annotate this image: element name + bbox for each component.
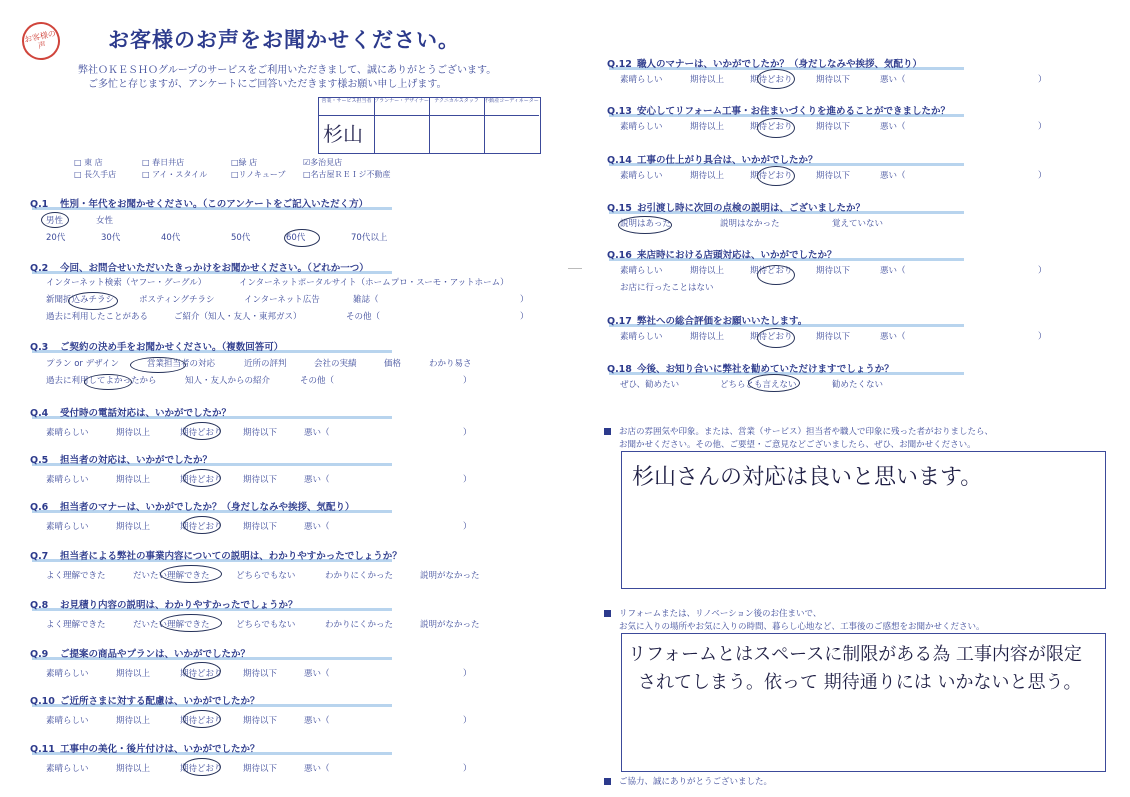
question-q8 <box>30 597 298 611</box>
answer-circle-mark <box>748 374 800 392</box>
question-q6 <box>30 499 355 513</box>
option[interactable]: 男性 <box>46 216 64 226</box>
question-number: Q.17 <box>607 316 632 327</box>
question-text: 担当者による弊社の事業内容についての説明は、わかりやすかったでしょうか？ <box>60 551 402 562</box>
question-text: 職人のマナーは、いかがでしたか？（身だしなみや挨拶、気配り） <box>637 59 923 70</box>
option-paren-close: ） <box>520 295 529 305</box>
comment2-answer-line1: リフォームとはスペースに制限がある為 工事内容が限定 <box>628 644 1082 665</box>
question-number: Q.5 <box>30 455 49 466</box>
option[interactable]: 営業担当者の対応 <box>147 359 216 369</box>
answer-circle-mark <box>160 565 222 583</box>
option[interactable]: 素晴らしい <box>46 716 89 726</box>
option[interactable]: 期待どおり <box>180 716 223 726</box>
option-paren-close: ） <box>463 376 472 386</box>
comment1-label-2: お聞かせください。その他、ご要望・ご意見などございましたら、ぜひ、お聞かせください。 <box>619 440 976 450</box>
option[interactable]: 雑誌（ <box>353 295 379 305</box>
option[interactable]: 期待どおり <box>750 171 793 181</box>
option[interactable]: 悪い（ <box>304 669 330 679</box>
option[interactable]: 70代以上 <box>351 233 388 243</box>
option[interactable]: 期待以上 <box>116 475 151 485</box>
option[interactable]: 期待以下 <box>816 332 851 342</box>
option[interactable]: 勧めたくない <box>832 380 884 390</box>
option[interactable]: 説明がなかった <box>420 620 480 630</box>
option[interactable]: 説明がなかった <box>420 571 480 581</box>
answer-circle-mark <box>757 69 795 89</box>
answer-circle-mark <box>183 516 221 534</box>
option[interactable]: よく理解できた <box>46 571 106 581</box>
option[interactable]: 期待以下 <box>816 122 851 132</box>
option-paren-close: ） <box>1038 266 1047 276</box>
option[interactable]: 20代 <box>46 233 66 243</box>
option[interactable]: 素晴らしい <box>620 332 663 342</box>
option[interactable]: 期待以下 <box>243 475 278 485</box>
option[interactable]: 悪い（ <box>304 764 330 774</box>
answer-circle-mark <box>183 422 221 440</box>
option[interactable]: 期待どおり <box>180 522 223 532</box>
intro-line-1: 弊社ＯＫＥＳＨＯグループのサービスをご利用いただきまして、誠にありがとうございます。 <box>78 65 497 76</box>
option[interactable]: 覚えていない <box>832 219 884 229</box>
question-text: 受付時の電話対応は、いかがでしたか？ <box>60 408 232 419</box>
question-q5 <box>30 452 212 466</box>
option[interactable]: 期待以上 <box>116 669 151 679</box>
question-number: Q.7 <box>30 551 49 562</box>
option[interactable]: 期待以下 <box>243 764 278 774</box>
option[interactable]: よく理解できた <box>46 620 106 630</box>
staff-header: 営業・サービス担当者 <box>319 98 374 116</box>
option[interactable]: 期待以下 <box>243 669 278 679</box>
question-q9 <box>30 646 250 660</box>
option-paren-close: ） <box>1038 122 1047 132</box>
answer-circle-mark <box>284 229 320 247</box>
option[interactable]: 悪い（ <box>304 716 330 726</box>
option[interactable]: わかりにくかった <box>325 571 394 581</box>
option[interactable]: 期待どおり <box>750 75 793 85</box>
seal-stamp: お客様の声 <box>18 18 63 63</box>
answer-circle-mark <box>183 758 221 776</box>
question-number: Q.3 <box>30 342 49 353</box>
answer-circle-mark <box>68 292 118 310</box>
question-q3 <box>30 339 283 353</box>
closing-text: ご協力、誠にありがとうございました。 <box>604 775 772 787</box>
question-text: 弊社への総合評価をお願いいたします。 <box>637 316 808 327</box>
question-number: Q.10 <box>30 696 55 707</box>
option[interactable]: 60代 <box>286 233 306 243</box>
option-paren-close: ） <box>1038 75 1047 85</box>
comment2-label: リフォームまたは、リノベーション後のお住まいで、 <box>604 607 821 619</box>
question-text: 工事の仕上がり具合は、いかがでしたか？ <box>637 155 818 166</box>
answer-circle-mark <box>41 212 69 228</box>
option[interactable]: 説明はあった <box>620 219 671 229</box>
question-text: 今後、お知り合いに弊社を勧めていただけますでしょうか？ <box>637 364 894 375</box>
option[interactable]: 価格 <box>384 359 402 369</box>
option[interactable]: だいたい理解できた <box>133 571 210 581</box>
option[interactable]: 素晴らしい <box>620 75 663 85</box>
question-text: ご提案の商品やプランは、いかがでしたか？ <box>60 649 251 660</box>
option[interactable]: 期待どおり <box>750 332 793 342</box>
comment2-answer-line2: されてしまう。依って 期待通りには いかないと思う。 <box>638 672 1082 693</box>
question-q17 <box>607 313 807 327</box>
option[interactable]: 期待以下 <box>816 75 851 85</box>
question-number: Q.12 <box>607 59 632 70</box>
option[interactable]: プラン or デザイン <box>46 359 120 369</box>
option-paren-close: ） <box>520 312 529 322</box>
option[interactable]: 期待どおり <box>180 428 223 438</box>
question-number: Q.4 <box>30 408 49 419</box>
option-paren-close: ） <box>463 716 472 726</box>
store-checkbox[interactable]: □緑 店 <box>231 158 258 167</box>
question-text: お見積り内容の説明は、わかりやすかったでしょうか？ <box>60 600 298 611</box>
option[interactable]: 会社の実績 <box>314 359 357 369</box>
comment1-label: お店の雰囲気や印象。または、営業（サービス）担当者や職人で印象に残った者がおりましたら、 <box>604 425 993 437</box>
option[interactable]: 期待以上 <box>690 122 725 132</box>
option[interactable]: 期待どおり <box>750 122 793 132</box>
question-q10 <box>30 693 260 707</box>
option-paren-close: ） <box>463 475 472 485</box>
store-checkbox[interactable]: □ 東 店 <box>74 158 103 167</box>
answer-circle-mark <box>183 469 221 487</box>
answer-circle-mark <box>757 265 795 285</box>
question-text: お引渡し時に次回の点検の説明は、ございましたか？ <box>637 203 866 214</box>
option[interactable]: 期待以下 <box>243 716 278 726</box>
option[interactable]: どちらでもない <box>236 620 296 630</box>
staff-header: 不動産コーディネーター <box>484 98 539 116</box>
option[interactable]: 素晴らしい <box>46 428 89 438</box>
option-paren-close: ） <box>463 522 472 532</box>
option[interactable]: 期待どおり <box>180 669 223 679</box>
option[interactable]: ポスティングチラシ <box>139 295 215 305</box>
option[interactable]: 過去に利用したことがある <box>46 312 149 322</box>
option[interactable]: 期待以下 <box>243 522 278 532</box>
question-text: ご契約の決め手をお聞かせください。（複数回答可） <box>60 342 284 353</box>
question-q4 <box>30 405 231 419</box>
bullet-icon <box>604 428 611 435</box>
option[interactable]: どちらとも言えない <box>720 380 797 390</box>
intro-line-2: ご多忙と存じますが、アンケートにご回答いただきます様お願い申し上げます。 <box>88 79 447 90</box>
option[interactable]: だいたい理解できた <box>133 620 210 630</box>
question-q14 <box>607 152 818 166</box>
question-text: ご近所さまに対する配慮は、いかがでしたか？ <box>60 696 260 707</box>
option[interactable]: 近所の評判 <box>244 359 287 369</box>
option[interactable]: 期待以上 <box>690 75 725 85</box>
option[interactable]: 新聞折込みチラシ <box>46 295 115 305</box>
bullet-icon <box>604 610 611 617</box>
question-number: Q.6 <box>30 502 49 513</box>
question-number: Q.15 <box>607 203 632 214</box>
answer-circle-mark <box>618 216 672 234</box>
option[interactable]: 期待以下 <box>816 266 851 276</box>
question-number: Q.18 <box>607 364 632 375</box>
question-q11 <box>30 741 260 755</box>
option[interactable]: 期待以上 <box>116 428 151 438</box>
option[interactable]: 過去に利用してよかったから <box>46 376 157 386</box>
question-number: Q.11 <box>30 744 55 755</box>
question-q16 <box>607 247 837 261</box>
answer-circle-mark <box>160 614 222 632</box>
option[interactable]: 悪い（ <box>304 475 330 485</box>
option[interactable]: その他（ <box>346 312 381 322</box>
option-paren-close: ） <box>463 764 472 774</box>
option[interactable]: わかり易さ <box>429 359 472 369</box>
option[interactable]: 期待以上 <box>116 716 151 726</box>
question-text: 性別・年代をお聞かせください。（このアンケートをご記入いただく方） <box>60 199 369 210</box>
option[interactable]: 素晴らしい <box>46 475 89 485</box>
question-q7 <box>30 548 402 562</box>
question-number: Q.9 <box>30 649 49 660</box>
question-q13 <box>607 103 950 117</box>
comment2-box[interactable] <box>621 633 1106 772</box>
option[interactable]: その他（ <box>300 376 335 386</box>
option[interactable]: 30代 <box>101 233 121 243</box>
answer-circle-mark <box>757 166 795 186</box>
option[interactable]: 期待以上 <box>116 764 151 774</box>
question-text: 担当者の対応は、いかがでしたか？ <box>60 455 213 466</box>
option[interactable]: 期待どおり <box>750 266 793 276</box>
option[interactable]: 説明はなかった <box>720 219 780 229</box>
question-text: 今回、お問合せいただいたきっかけをお聞かせください。（どれか一つ） <box>60 263 369 274</box>
question-number: Q.8 <box>30 600 49 611</box>
comment1-answer: 杉山さんの対応は良いと思います。 <box>632 465 983 490</box>
question-number: Q.13 <box>607 106 632 117</box>
question-text: 来店時における店頭対応は、いかがでしたか？ <box>637 250 837 261</box>
answer-circle-mark <box>84 374 132 390</box>
staff-header: プランナー・デザイナー <box>374 98 429 116</box>
answer-circle-mark <box>130 357 186 373</box>
page-title: お客様のお声をお聞かせください。 <box>108 28 460 52</box>
option[interactable]: お店に行ったことはない <box>620 283 714 293</box>
store-checkbox[interactable]: □リノキューブ <box>231 170 286 179</box>
option[interactable]: 悪い（ <box>880 122 906 132</box>
question-number: Q.14 <box>607 155 632 166</box>
option[interactable]: 期待以下 <box>816 171 851 181</box>
answer-circle-mark <box>183 662 221 680</box>
option[interactable]: 40代 <box>161 233 181 243</box>
option[interactable]: ぜひ、勧めたい <box>620 380 680 390</box>
question-text: 工事中の美化・後片付けは、いかがでしたか？ <box>60 744 260 755</box>
option[interactable]: 期待以上 <box>690 332 725 342</box>
option[interactable]: インターネットポータルサイト（ホームプロ・スーモ・アットホーム） <box>239 278 509 288</box>
option[interactable]: 悪い（ <box>304 522 330 532</box>
question-q12 <box>607 56 922 70</box>
option[interactable]: どちらでもない <box>236 571 296 581</box>
option-paren-close: ） <box>463 428 472 438</box>
option[interactable]: 悪い（ <box>880 332 906 342</box>
option[interactable]: 素晴らしい <box>46 669 89 679</box>
staff-header: テクニカルスタッフ <box>429 98 484 116</box>
option[interactable]: 悪い（ <box>880 171 906 181</box>
option[interactable]: 素晴らしい <box>46 764 89 774</box>
answer-circle-mark <box>757 118 795 138</box>
option[interactable]: 期待以上 <box>116 522 151 532</box>
question-number: Q.16 <box>607 250 632 261</box>
option[interactable]: 素晴らしい <box>620 266 663 276</box>
option[interactable]: 知人・友人からの紹介 <box>185 376 271 386</box>
option[interactable]: 期待以上 <box>690 266 725 276</box>
question-number: Q.2 <box>30 263 49 274</box>
question-text: 安心してリフォーム工事・お住まいづくりを進めることができましたか？ <box>637 106 951 117</box>
option[interactable]: 女性 <box>96 216 114 226</box>
center-divider <box>568 268 582 269</box>
option[interactable]: 素晴らしい <box>620 122 663 132</box>
option[interactable]: 50代 <box>231 233 251 243</box>
store-checkbox[interactable]: □ アイ・スタイル <box>142 170 208 179</box>
question-q1 <box>30 196 368 210</box>
option[interactable]: 期待どおり <box>180 764 223 774</box>
option[interactable]: 悪い（ <box>880 266 906 276</box>
question-q2 <box>30 260 369 274</box>
question-number: Q.1 <box>30 199 49 210</box>
store-checkbox[interactable]: □ 長久手店 <box>74 170 117 179</box>
question-text: 担当者のマナーは、いかがでしたか？（身だしなみや挨拶、気配り） <box>60 502 355 513</box>
question-q15 <box>607 200 865 214</box>
comment2-label-2: お気に入りの場所やお気に入りの時間、暮らし心地など、工事後のご感想をお聞かせください。 <box>619 622 985 632</box>
store-checkbox[interactable]: □名古屋ＲＥＩジ不動産 <box>303 170 391 179</box>
option[interactable]: 期待以上 <box>690 171 725 181</box>
answer-circle-mark <box>183 710 221 728</box>
question-q18 <box>607 361 894 375</box>
store-checkbox[interactable]: ☑多治見店 <box>303 158 343 167</box>
option[interactable]: 期待以下 <box>243 428 278 438</box>
comment1-box[interactable] <box>621 451 1106 589</box>
option[interactable]: 悪い（ <box>304 428 330 438</box>
bullet-icon <box>604 778 611 785</box>
staff-table <box>318 97 541 154</box>
option[interactable]: インターネット検索（ヤフー・グーグル） <box>46 278 207 288</box>
staff-signature: 杉山 <box>323 122 363 146</box>
option[interactable]: ご紹介（知人・友人・東邦ガス） <box>174 312 302 322</box>
option[interactable]: 悪い（ <box>880 75 906 85</box>
store-checkbox[interactable]: □ 春日井店 <box>142 158 185 167</box>
option[interactable]: 素晴らしい <box>620 171 663 181</box>
option[interactable]: インターネット広告 <box>244 295 320 305</box>
option[interactable]: 素晴らしい <box>46 522 89 532</box>
option-paren-close: ） <box>463 669 472 679</box>
option[interactable]: 期待どおり <box>180 475 223 485</box>
answer-circle-mark <box>757 328 795 348</box>
option[interactable]: わかりにくかった <box>325 620 394 630</box>
option-paren-close: ） <box>1038 332 1047 342</box>
option-paren-close: ） <box>1038 171 1047 181</box>
